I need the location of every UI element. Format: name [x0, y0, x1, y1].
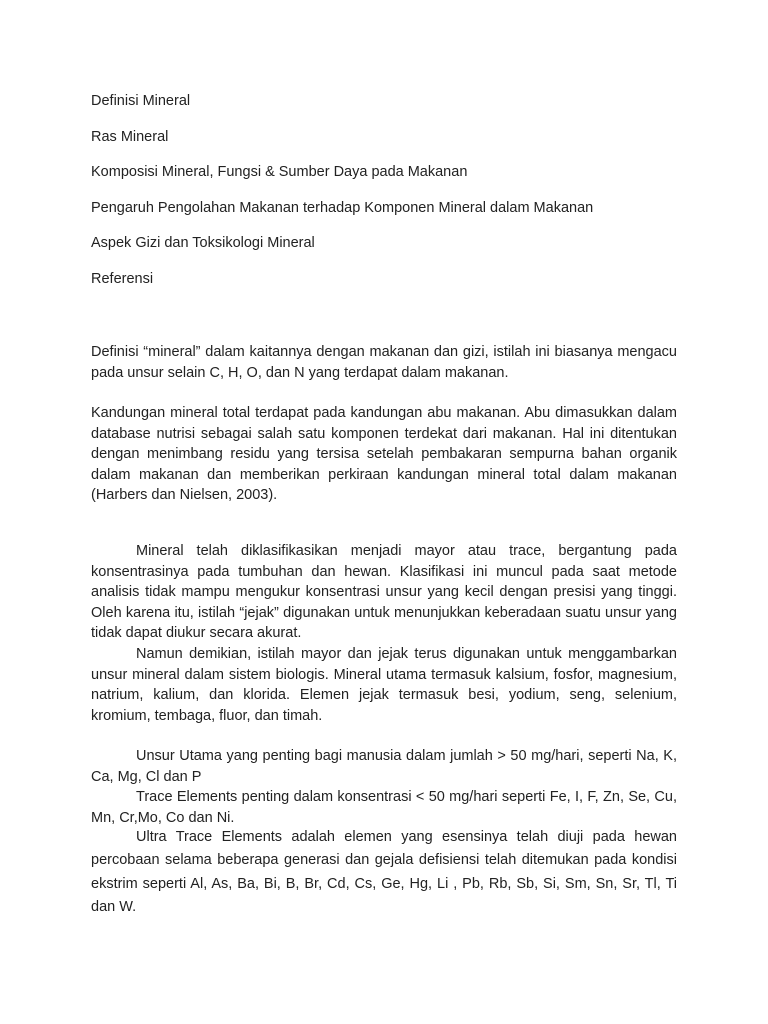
paragraph-definisi: Definisi “mineral” dalam kaitannya dengan makanan dan gizi, istilah ini biasanya mengacu pada unsur selain C, H, O, dan N yang terdapat dalam makanan. — [91, 344, 677, 381]
toc-item-komposisi-mineral: Komposisi Mineral, Fungsi & Sumber Daya pada Makanan — [91, 164, 468, 181]
paragraph-ultra-trace: Ultra Trace Elements adalah elemen yang esensinya telah diuji pada hewan percobaan selama beberapa generasi dan gejala defisiensi telah ditemukan pada kondisi ekstrim seperti Al, As, Ba, Bi, B, Br, Cd, Cs, Ge, Hg, Li , Pb, Rb, Sb, Si, Sm, Sn, Sr, Tl, Ti dan W. — [91, 829, 677, 915]
toc-item-definisi-mineral: Definisi Mineral — [91, 93, 191, 109]
paragraph-kandungan-mineral: Kandungan mineral total terdapat pada kandungan abu makanan. Abu dimasukkan dalam database nutrisi sebagai salah satu komponen terdekat dari makanan. Hal ini ditentukan dengan menimbang residu yang tersisa setelah pembakaran sempurna bahan organik dalam makanan dan memberikan perkiraan kandungan mineral total dalam makanan (Harbers dan Nielsen, 2003). — [91, 405, 677, 503]
toc-item-ras-mineral: Ras Mineral — [91, 128, 169, 145]
paragraph-mayor-jejak: Namun demikian, istilah mayor dan jejak terus digunakan untuk menggambarkan unsur mineral dalam sistem biologis. Mineral utama termasuk kalsium, fosfor, magnesium, natrium, kalium, dan klorida. Elemen jejak termasuk besi, yodium, seng, selenium, kromium, tembaga, fluor, dan timah. — [91, 646, 677, 724]
paragraph-unsur-utama: Unsur Utama yang penting bagi manusia dalam jumlah > 50 mg/hari, seperti Na, K, Ca, Mg, Cl dan P — [91, 748, 677, 785]
paragraph-trace-elements: Trace Elements penting dalam konsentrasi < 50 mg/hari seperti Fe, I, F, Zn, Se, Cu, Mn, Cr,Mo, Co dan Ni. — [91, 789, 677, 826]
toc-item-pengaruh-pengolahan: Pengaruh Pengolahan Makanan terhadap Komponen Mineral dalam Makanan — [91, 199, 594, 216]
toc-item-referensi: Referensi — [91, 270, 154, 287]
toc-item-aspek-gizi: Aspek Gizi dan Toksikologi Mineral — [91, 235, 315, 252]
table-of-contents — [91, 92, 691, 306]
paragraph-klasifikasi: Mineral telah diklasifikasikan menjadi mayor atau trace, bergantung pada konsentrasinya pada tumbuhan dan hewan. Klasifikasi ini muncul pada saat metode analisis tidak mampu mengukur konsentrasi unsur yang kecil dengan presisi yang tinggi. Oleh karena itu, istilah “jejak” digunakan untuk menunjukkan keberadaan suatu unsur yang tidak dapat diukur secara akurat. — [91, 543, 677, 641]
